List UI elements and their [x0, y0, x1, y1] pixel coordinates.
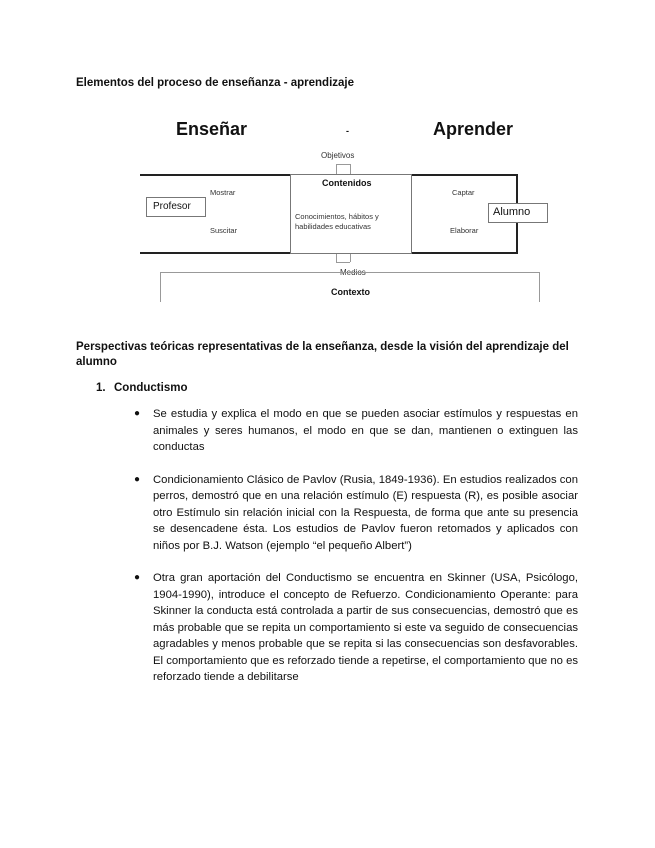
contents-text: Conocimientos, hábitos y habilidades educativas: [295, 212, 379, 231]
context-right-line: [539, 272, 540, 302]
label-suscitar: Suscitar: [210, 226, 238, 235]
medios-connector: [336, 262, 350, 263]
right-top-line: [412, 174, 518, 176]
alumno-label: Alumno: [493, 206, 531, 218]
left-top-line: [140, 174, 290, 176]
bullet-icon: ●: [134, 473, 141, 485]
list-item: [134, 570, 578, 686]
diagram-dash: -: [346, 126, 349, 136]
item-number: 1.: [96, 382, 106, 394]
diagram-right-title: Aprender: [433, 119, 514, 139]
diagram-left-title: Enseñar: [176, 119, 248, 139]
page-title: Elementos del proceso de enseñanza - aprendizaje: [76, 77, 355, 89]
bullet-text: Condicionamiento Clásico de Pavlov (Rusia, 1849-1936). En estudios realizados con perros, demostró que en una relación estímulo (E) respuesta (R), es posible asociar otro Estímulo sin relación inicial con la Respuesta, de forma que ante su presencia se desencadene ésta. Los estudios de Pavlov fueron retomados y aplicados con niños por B.J. Watson (ejemplo “el pequeño Albert”): [153, 473, 578, 552]
bullet-list: [134, 406, 578, 702]
teaching-learning-diagram: [140, 108, 550, 308]
contents-title: Contenidos: [322, 178, 372, 188]
left-bottom-line: [140, 252, 290, 254]
bullet-icon: ●: [134, 572, 141, 583]
label-mostrar: Mostrar: [210, 188, 236, 197]
medios-connector-right: [350, 254, 351, 262]
right-bottom-line: [412, 252, 518, 254]
diagram-objectives-label: Objetivos: [321, 151, 355, 160]
bullet-text: Se estudia y explica el modo en que se pueden asociar estímulos y respuestas en animales y seres humanos, el modo en que se dan, mantienen o extinguen las conductas: [153, 408, 578, 453]
diagram-context-label: Contexto: [331, 287, 370, 297]
bullet-icon: ●: [134, 408, 141, 419]
context-left-line: [160, 272, 161, 302]
profesor-label: Profesor: [153, 201, 191, 212]
medios-connector-left: [336, 254, 337, 262]
section-heading: Perspectivas teóricas representativas de la enseñanza, desde la visión del aprendizaje del alumno: [76, 341, 569, 368]
bullet-text: Otra gran aportación del Conductismo se encuentra en Skinner (USA, Psicólogo, 1904-1990), introduce el concepto de Refuerzo. Condicionamiento Operante: para Skinner la conducta está controlada a partir de sus consecuencias, demostró que es más probable que se repita un comportamiento si este va seguido de consecuencias agradables y menos probable que se repita si las consecuencias son desfavorables. El comportamiento que es reforzado tiende a repetirse, el comportamiento que no es reforzado tiende a debilitarse: [153, 572, 578, 683]
context-top-line: [160, 272, 540, 273]
list-item: [134, 472, 578, 555]
objectives-connector-left: [336, 164, 337, 174]
label-elaborar: Elaborar: [450, 226, 479, 235]
list-item: [134, 406, 578, 456]
objectives-connector-right: [350, 164, 351, 174]
label-captar: Captar: [452, 188, 475, 197]
item-heading: [96, 382, 187, 394]
item-title: Conductismo: [114, 382, 188, 394]
objectives-connector: [336, 164, 350, 165]
